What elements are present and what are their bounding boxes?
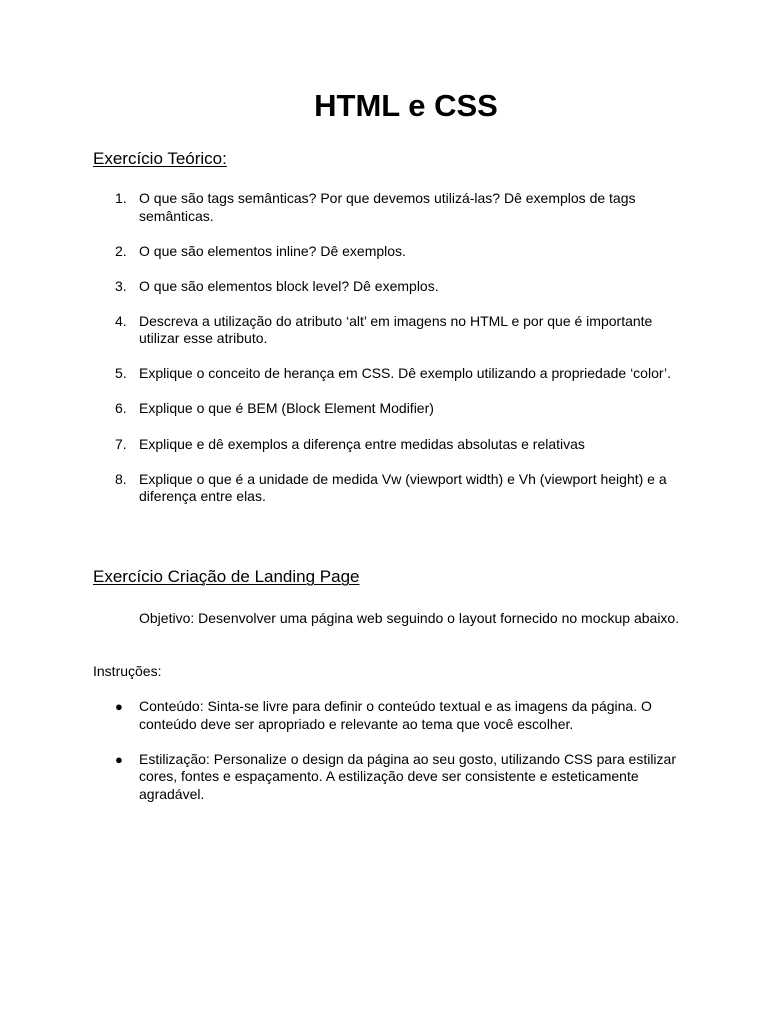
question-text: O que são tags semânticas? Por que devemos utilizá-las? Dê exemplos de tags semânticas.	[139, 190, 636, 224]
bullet-item	[93, 698, 683, 733]
question-number: 5.	[115, 365, 127, 382]
bullet-marker: ●	[115, 751, 123, 767]
question-item	[93, 190, 683, 225]
question-number: 1.	[115, 190, 127, 206]
question-text: Explique e dê exemplos a diferença entre medidas absolutas e relativas	[139, 435, 585, 452]
question-text: Descreva a utilização do atributo ‘alt’ em imagens no HTML e por que é importante utilizar esse atributo.	[139, 312, 653, 347]
theory-section-heading: Exercício Teórico:	[93, 149, 227, 168]
question-text: Explique o conceito de herança em CSS. Dê exemplo utilizando a propriedade ‘color’.	[139, 365, 672, 382]
question-text: Explique o que é BEM (Block Element Modifier)	[139, 400, 434, 417]
question-item	[93, 313, 683, 348]
question-item	[93, 471, 683, 506]
question-item	[93, 365, 683, 383]
question-item	[93, 436, 683, 454]
instructions-label: Instruções:	[93, 663, 162, 679]
question-item	[93, 400, 683, 418]
question-item	[93, 278, 683, 296]
objective-paragraph: Objetivo: Desenvolver uma página web seguindo o layout fornecido no mockup abaixo.	[139, 610, 680, 626]
question-number: 3.	[115, 277, 127, 294]
question-text: O que são elementos inline? Dê exemplos.	[139, 242, 406, 259]
theory-question-list	[93, 190, 683, 523]
instructions-bullet-list	[93, 698, 683, 821]
question-number: 6.	[115, 400, 127, 417]
question-number: 4.	[115, 312, 127, 329]
bullet-marker: ●	[115, 699, 123, 714]
bullet-text: Conteúdo: Sinta-se livre para definir o conteúdo textual e as imagens da página. O conteúdo deve ser apropriado e relevante ao tema que você escolher.	[139, 698, 652, 732]
question-item	[93, 243, 683, 261]
question-number: 2.	[115, 242, 127, 259]
question-text: O que são elementos block level? Dê exemplos.	[139, 277, 439, 294]
bullet-item	[93, 751, 683, 804]
question-number: 7.	[115, 435, 127, 452]
document-title: HTML e CSS	[314, 88, 498, 123]
question-number: 8.	[115, 470, 127, 487]
bullet-text: Estilização: Personalize o design da página ao seu gosto, utilizando CSS para estilizar cores, fontes e espaçamento. A estilização deve ser consistente e esteticamente agradável.	[139, 750, 676, 802]
question-text: Explique o que é a unidade de medida Vw (viewport width) e Vh (viewport height) e a diferença entre elas.	[139, 470, 667, 505]
landing-section-heading: Exercício Criação de Landing Page	[93, 567, 360, 586]
